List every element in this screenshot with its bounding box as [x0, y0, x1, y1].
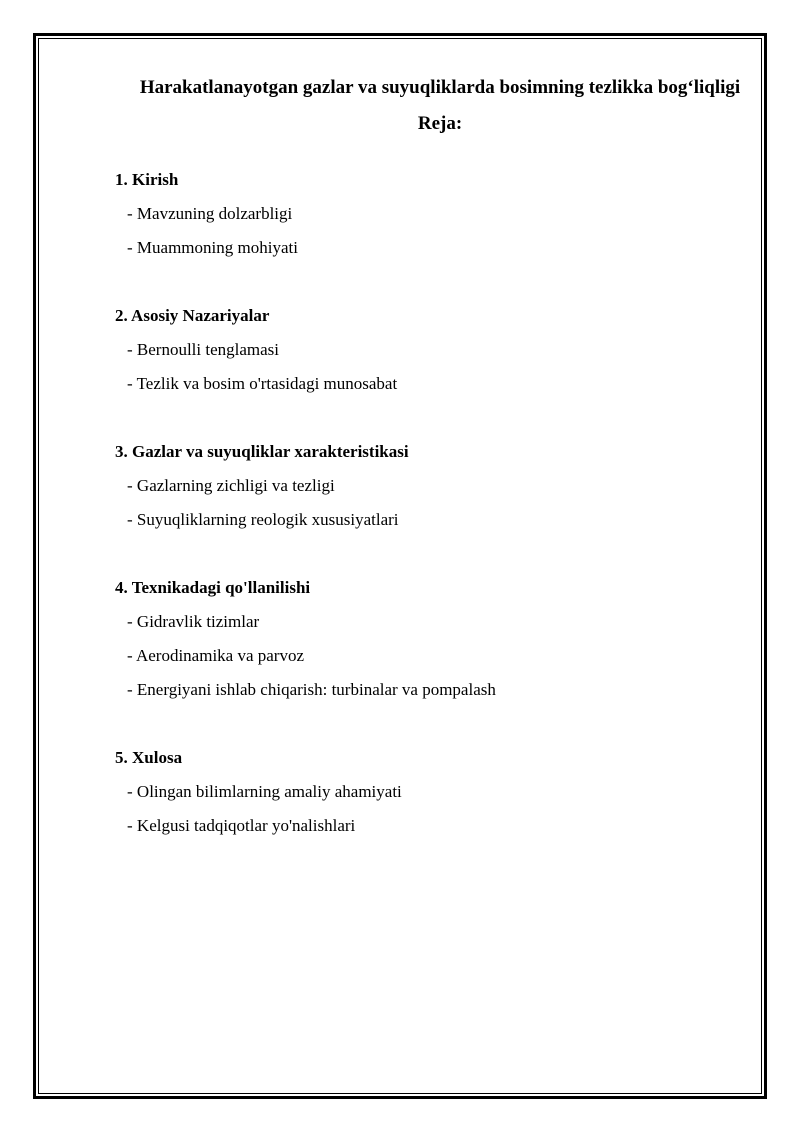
- section-heading: 5. Xulosa: [115, 748, 183, 767]
- list-item: - Aerodinamika va parvoz: [127, 646, 305, 665]
- section-qollanilishi: [115, 571, 745, 707]
- section-nazariyalar: [115, 299, 745, 401]
- document-body: [115, 74, 745, 843]
- list-item: - Olingan bilimlarning amaliy ahamiyati: [127, 782, 402, 801]
- list-item: - Bernoulli tenglamasi: [127, 340, 280, 359]
- section-xulosa: [115, 741, 745, 843]
- list-item: - Mavzuning dolzarbligi: [127, 204, 293, 223]
- section-heading: 1. Kirish: [115, 170, 179, 189]
- document-title: Harakatlanayotgan gazlar va suyuqliklarda bosimning tezlikka bog‘liqligi: [139, 77, 741, 98]
- list-item: - Gidravlik tizimlar: [127, 612, 260, 631]
- section-heading: 2. Asosiy Nazariyalar: [115, 306, 270, 325]
- list-item: - Suyuqliklarning reologik xususiyatlari: [127, 510, 399, 529]
- section-kirish: [115, 163, 745, 265]
- section-heading: 4. Texnikadagi qo'llanilishi: [115, 578, 311, 597]
- list-item: - Energiyani ishlab chiqarish: turbinalar va pompalash: [127, 680, 496, 699]
- section-xarakteristika: [115, 435, 745, 537]
- list-item: - Muammoning mohiyati: [127, 238, 298, 257]
- list-item: - Tezlik va bosim o'rtasidagi munosabat: [127, 374, 398, 393]
- list-item: - Kelgusi tadqiqotlar yo'nalishlari: [127, 816, 356, 835]
- plan-heading: Reja:: [417, 113, 463, 134]
- section-heading: 3. Gazlar va suyuqliklar xarakteristikasi: [115, 442, 409, 461]
- list-item: - Gazlarning zichligi va tezligi: [127, 476, 335, 495]
